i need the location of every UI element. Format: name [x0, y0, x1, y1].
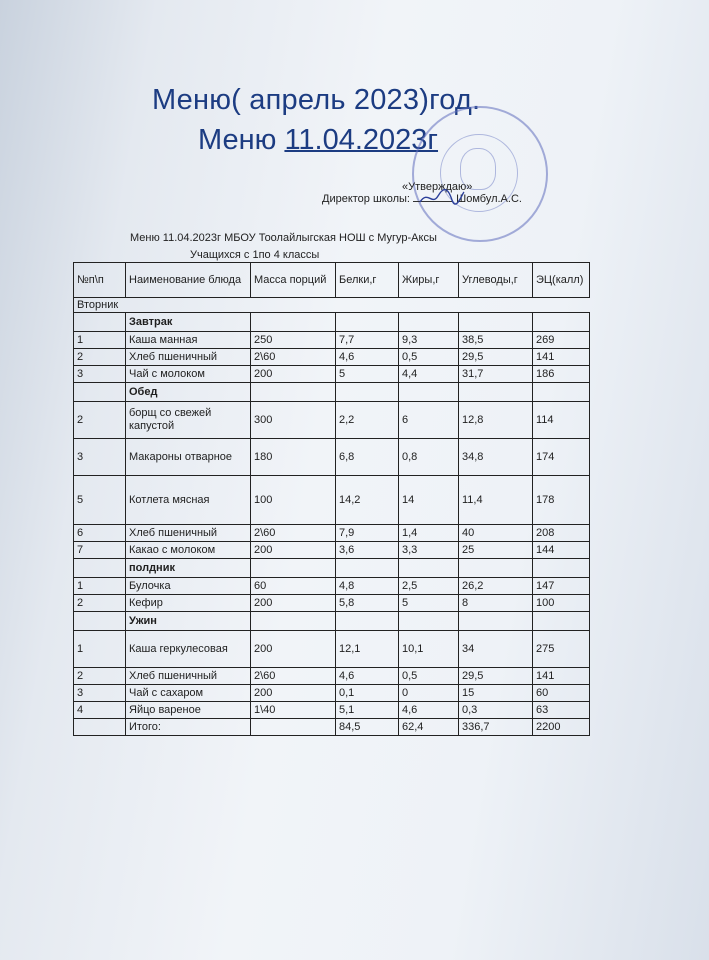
cell-protein: 4,6	[336, 668, 399, 685]
cell-dish: Яйцо вареное	[126, 702, 251, 719]
cell-fat: 0	[399, 685, 459, 702]
cell-fat: 14	[399, 476, 459, 525]
cell-kcal: 141	[533, 668, 590, 685]
cell-carb: 12,8	[459, 402, 533, 439]
cell-fat: 2,5	[399, 578, 459, 595]
empty-cell	[74, 559, 126, 578]
cell-kcal: 147	[533, 578, 590, 595]
cell-protein: 4,8	[336, 578, 399, 595]
cell-mass: 200	[251, 542, 336, 559]
cell-n: 4	[74, 702, 126, 719]
cell-kcal: 63	[533, 702, 590, 719]
cell-mass: 200	[251, 366, 336, 383]
cell-kcal: 269	[533, 332, 590, 349]
cell-mass: 2\60	[251, 525, 336, 542]
empty-cell	[399, 313, 459, 332]
cell-dish: Какао с молоком	[126, 542, 251, 559]
column-header: Углеводы,г	[459, 263, 533, 298]
cell-mass: 2\60	[251, 349, 336, 366]
section-row	[74, 383, 590, 402]
cell-protein: 6,8	[336, 439, 399, 476]
cell-protein: 7,7	[336, 332, 399, 349]
cell-mass: 1\40	[251, 702, 336, 719]
cell-carb: 8	[459, 595, 533, 612]
cell-kcal: 186	[533, 366, 590, 383]
cell-kcal: 114	[533, 402, 590, 439]
empty-cell	[74, 719, 126, 736]
empty-cell	[533, 313, 590, 332]
table-row	[74, 439, 590, 476]
cell-n: 3	[74, 685, 126, 702]
cell-n: 3	[74, 439, 126, 476]
cell-protein: 12,1	[336, 631, 399, 668]
subtitle-date: 11.04.2023г	[284, 124, 439, 156]
cell-n: 5	[74, 476, 126, 525]
cell-dish: Булочка	[126, 578, 251, 595]
column-header: Наименование блюда	[126, 263, 251, 298]
cell-mass: 250	[251, 332, 336, 349]
cell-fat: 5	[399, 595, 459, 612]
cell-kcal: 141	[533, 349, 590, 366]
cell-n: 1	[74, 332, 126, 349]
table-row	[74, 595, 590, 612]
empty-cell	[336, 313, 399, 332]
total-carb: 336,7	[459, 719, 533, 736]
empty-cell	[251, 313, 336, 332]
table-row	[74, 542, 590, 559]
cell-n: 2	[74, 402, 126, 439]
cell-kcal: 60	[533, 685, 590, 702]
cell-dish: Каша геркулесовая	[126, 631, 251, 668]
empty-cell	[251, 559, 336, 578]
cell-dish: Каша манная	[126, 332, 251, 349]
cell-carb: 40	[459, 525, 533, 542]
cell-mass: 60	[251, 578, 336, 595]
empty-cell	[74, 612, 126, 631]
cell-carb: 29,5	[459, 349, 533, 366]
cell-kcal: 275	[533, 631, 590, 668]
table-header-row	[74, 263, 590, 298]
cell-carb: 25	[459, 542, 533, 559]
cell-n: 7	[74, 542, 126, 559]
cell-kcal: 208	[533, 525, 590, 542]
empty-cell	[533, 559, 590, 578]
cell-n: 1	[74, 578, 126, 595]
cell-dish: Хлеб пшеничный	[126, 668, 251, 685]
cell-mass: 200	[251, 685, 336, 702]
cell-n: 3	[74, 366, 126, 383]
table-row	[74, 525, 590, 542]
section-title: Ужин	[126, 612, 251, 631]
section-row	[74, 313, 590, 332]
cell-n: 6	[74, 525, 126, 542]
empty-cell	[533, 383, 590, 402]
table-row	[74, 631, 590, 668]
cell-protein: 3,6	[336, 542, 399, 559]
total-row	[74, 719, 590, 736]
cell-dish: борщ со свежей капустой	[126, 402, 251, 439]
table-row	[74, 332, 590, 349]
cell-dish: Хлеб пшеничный	[126, 525, 251, 542]
table-row	[74, 366, 590, 383]
empty-cell	[459, 559, 533, 578]
subtitle-prefix: Меню	[198, 124, 285, 156]
cell-n: 2	[74, 668, 126, 685]
empty-cell	[459, 383, 533, 402]
empty-cell	[336, 383, 399, 402]
cell-dish: Котлета мясная	[126, 476, 251, 525]
cell-fat: 0,5	[399, 349, 459, 366]
cell-mass: 300	[251, 402, 336, 439]
cell-protein: 5	[336, 366, 399, 383]
empty-cell	[251, 612, 336, 631]
cell-fat: 3,3	[399, 542, 459, 559]
column-header: Белки,г	[336, 263, 399, 298]
cell-carb: 31,7	[459, 366, 533, 383]
table-row	[74, 685, 590, 702]
director-signature	[418, 186, 466, 208]
cell-mass: 200	[251, 631, 336, 668]
table-row	[74, 668, 590, 685]
empty-cell	[251, 719, 336, 736]
cell-fat: 4,6	[399, 702, 459, 719]
cell-carb: 34	[459, 631, 533, 668]
day-label: Вторник	[74, 298, 590, 313]
cell-protein: 14,2	[336, 476, 399, 525]
director-name: Шомбул.А.С.	[456, 193, 522, 205]
page-subtitle	[198, 124, 438, 157]
section-title: Обед	[126, 383, 251, 402]
cell-carb: 11,4	[459, 476, 533, 525]
cell-kcal: 178	[533, 476, 590, 525]
table-row	[74, 702, 590, 719]
cell-mass: 2\60	[251, 668, 336, 685]
cell-fat: 9,3	[399, 332, 459, 349]
empty-cell	[399, 383, 459, 402]
cell-kcal: 144	[533, 542, 590, 559]
cell-dish: Хлеб пшеничный	[126, 349, 251, 366]
table-row	[74, 578, 590, 595]
cell-mass: 100	[251, 476, 336, 525]
cell-protein: 0,1	[336, 685, 399, 702]
day-row	[74, 298, 590, 313]
cell-protein: 5,8	[336, 595, 399, 612]
empty-cell	[399, 559, 459, 578]
empty-cell	[459, 313, 533, 332]
school-seal	[412, 106, 548, 242]
cell-protein: 2,2	[336, 402, 399, 439]
table-row	[74, 349, 590, 366]
cell-fat: 10,1	[399, 631, 459, 668]
cell-dish: Макароны отварное	[126, 439, 251, 476]
empty-cell	[74, 383, 126, 402]
cell-fat: 4,4	[399, 366, 459, 383]
cell-kcal: 100	[533, 595, 590, 612]
total-fat: 62,4	[399, 719, 459, 736]
section-title: Завтрак	[126, 313, 251, 332]
cell-carb: 0,3	[459, 702, 533, 719]
empty-cell	[251, 383, 336, 402]
column-header: Жиры,г	[399, 263, 459, 298]
column-header: №п\п	[74, 263, 126, 298]
menu-table-body	[74, 263, 590, 736]
table-row	[74, 476, 590, 525]
empty-cell	[459, 612, 533, 631]
menu-caption: Меню 11.04.2023г МБОУ Тоолайлыгская НОШ с Мугур-Аксы	[130, 232, 437, 244]
cell-carb: 15	[459, 685, 533, 702]
cell-n: 2	[74, 595, 126, 612]
cell-protein: 5,1	[336, 702, 399, 719]
cell-carb: 38,5	[459, 332, 533, 349]
director-label: Директор школы:	[322, 193, 410, 205]
empty-cell	[399, 612, 459, 631]
cell-fat: 1,4	[399, 525, 459, 542]
cell-n: 1	[74, 631, 126, 668]
empty-cell	[336, 559, 399, 578]
cell-dish: Чай с сахаром	[126, 685, 251, 702]
cell-dish: Чай с молоком	[126, 366, 251, 383]
empty-cell	[336, 612, 399, 631]
section-row	[74, 559, 590, 578]
cell-fat: 0,8	[399, 439, 459, 476]
page-title: Меню( апрель 2023)год.	[152, 84, 481, 116]
section-row	[74, 612, 590, 631]
column-header: Масса порций	[251, 263, 336, 298]
column-header: ЭЦ(калл)	[533, 263, 590, 298]
total-protein: 84,5	[336, 719, 399, 736]
cell-kcal: 174	[533, 439, 590, 476]
menu-caption-classes: Учащихся с 1по 4 классы	[190, 249, 320, 261]
cell-fat: 6	[399, 402, 459, 439]
cell-mass: 200	[251, 595, 336, 612]
empty-cell	[74, 313, 126, 332]
cell-protein: 4,6	[336, 349, 399, 366]
cell-n: 2	[74, 349, 126, 366]
cell-fat: 0,5	[399, 668, 459, 685]
cell-carb: 34,8	[459, 439, 533, 476]
cell-dish: Кефир	[126, 595, 251, 612]
cell-carb: 26,2	[459, 578, 533, 595]
empty-cell	[533, 612, 590, 631]
total-label: Итого:	[126, 719, 251, 736]
section-title: полдник	[126, 559, 251, 578]
approval-label: «Утверждаю»	[402, 181, 473, 193]
total-kcal: 2200	[533, 719, 590, 736]
cell-mass: 180	[251, 439, 336, 476]
cell-carb: 29,5	[459, 668, 533, 685]
menu-table	[73, 262, 590, 736]
table-row	[74, 402, 590, 439]
cell-protein: 7,9	[336, 525, 399, 542]
